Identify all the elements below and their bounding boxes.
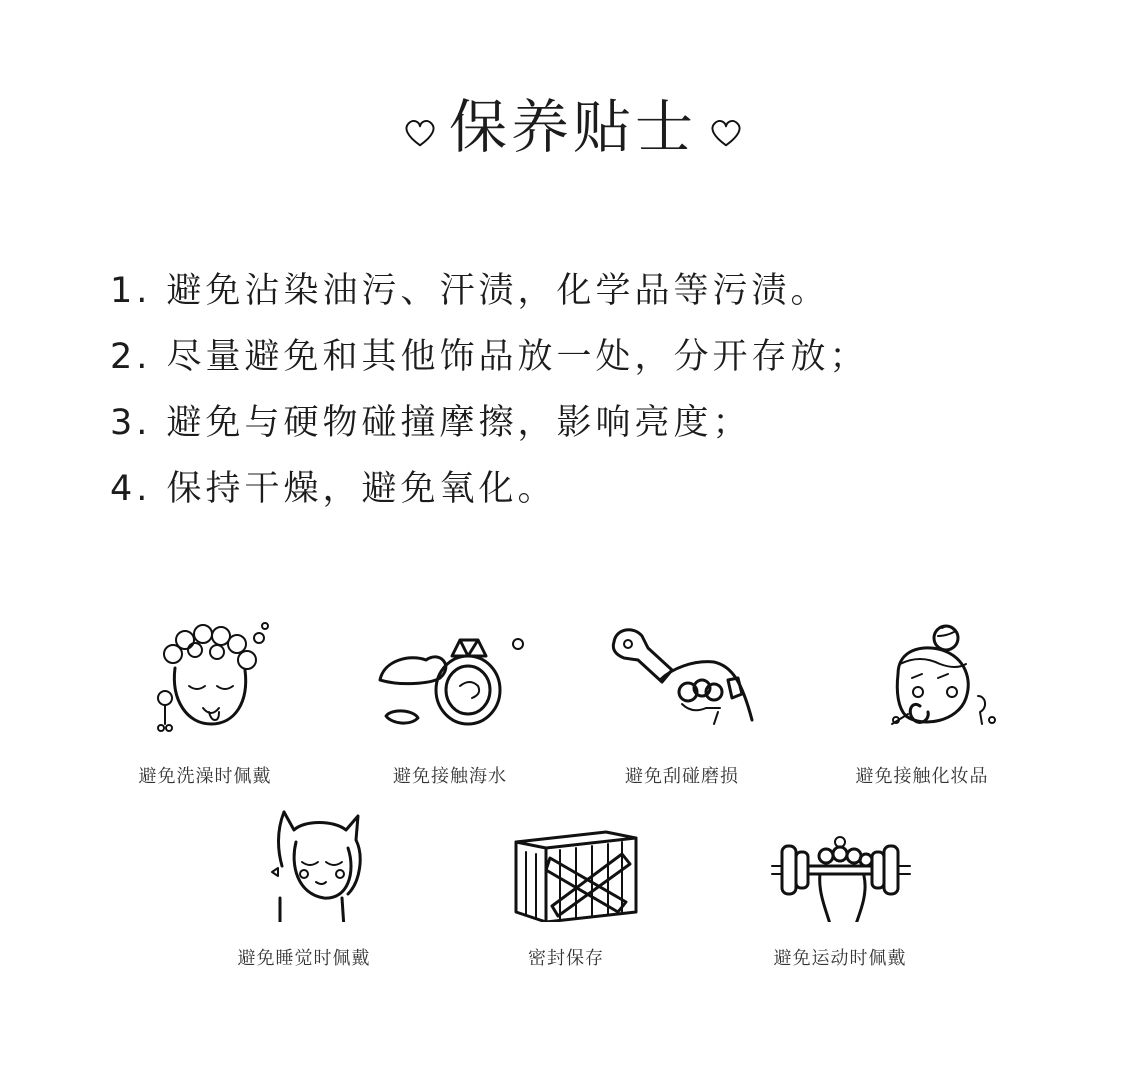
care-tips-list [110,258,1070,522]
makeup-girl-icon [842,620,1002,740]
icon-caption: 避免睡觉时佩戴 [237,948,371,969]
wrench-hand-icon [602,620,762,740]
dumbbell-icon [760,802,920,922]
shower-girl-icon [125,620,285,740]
icon-caption: 避免洗澡时佩戴 [138,766,272,787]
icon-caption: 避免运动时佩戴 [773,948,907,969]
icon-caption: 密封保存 [528,948,604,969]
icon-card [822,620,1022,800]
icon-caption: 避免刮碰磨损 [625,766,739,787]
icon-card [350,620,550,800]
tip-item: 1. 避免沾染油污、汗渍，化学品等污渍。 [110,271,830,311]
icon-caption: 避免接触海水 [393,766,507,787]
icon-card [740,802,940,982]
page-title: 保养贴士 [448,93,697,161]
icon-card [105,620,305,800]
icon-card [582,620,782,800]
ring-seawater-icon [370,620,530,740]
icon-card [204,802,404,982]
sleeping-girl-icon [224,802,384,922]
icon-caption: 避免接触化妆品 [855,766,989,787]
heart-icon [707,113,745,151]
tip-item: 2. 尽量避免和其他饰品放一处，分开存放； [110,337,869,377]
tip-item: 3. 避免与硬物碰撞摩擦，影响亮度； [110,403,752,443]
heart-icon [401,113,439,151]
sealed-box-icon [486,802,646,922]
icon-card [466,802,666,982]
title-row [0,82,1146,162]
tip-item: 4. 保持干燥，避免氧化。 [110,469,557,509]
